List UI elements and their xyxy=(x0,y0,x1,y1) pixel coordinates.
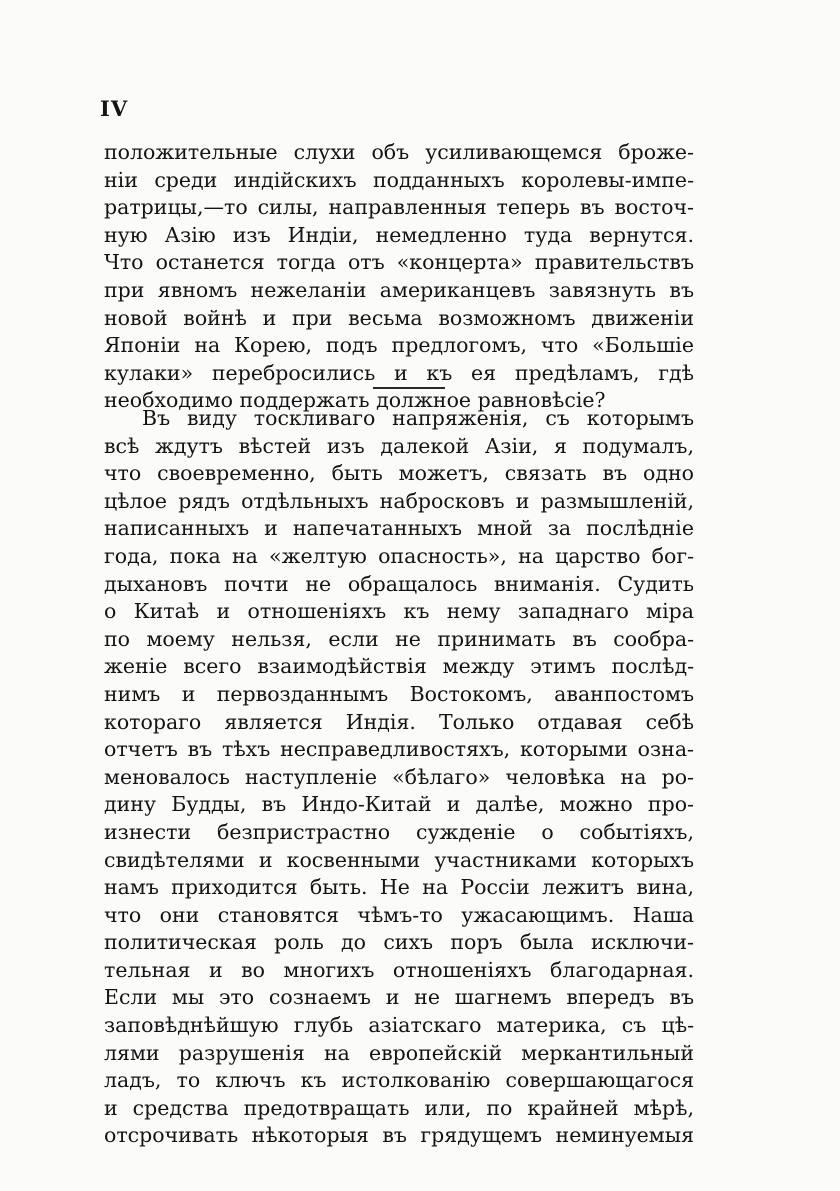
page-number: IV xyxy=(100,96,129,121)
text-line: заповѣднѣйшую глубь азіатскаго материка, съ цѣ- xyxy=(104,1013,694,1038)
text-line: Въ виду тоскливаго напряженія, съ которымъ xyxy=(142,406,694,430)
text-line: ратрицы,—то силы, направленныя теперь въ восточ- xyxy=(104,195,694,220)
text-line: отчетъ въ тѣхъ несправедливостяхъ, которыми озна- xyxy=(104,737,694,762)
text-line: всѣ ждутъ вѣстей изъ далекой Азіи, я подумалъ, xyxy=(104,433,694,458)
text-line: Если мы это сознаемъ и не шагнемъ впередъ въ xyxy=(104,985,694,1010)
text-line: что своевременно, быть можетъ, связать въ одно xyxy=(104,461,694,486)
text-line: тельная и во многихъ отношеніяхъ благодарная. xyxy=(104,957,694,982)
text-line: о Китаѣ и отношеніяхъ къ нему западнаго міра xyxy=(104,599,694,624)
text-line: кулаки» перебросились и къ ея предѣламъ, гдѣ xyxy=(104,360,694,385)
paragraph-main xyxy=(104,405,694,1150)
text-line: лями разрушенія на европейскій меркантильный xyxy=(104,1040,694,1065)
text-line: года, пока на «желтую опасность», на царство бог- xyxy=(104,543,694,568)
text-line: Японіи на Корею, подъ предлогомъ, что «Большіе xyxy=(104,333,694,358)
text-line: дыхановъ почти не обращалось вниманія. Судить xyxy=(104,571,694,596)
text-line: и средства предотвращать или, по крайней мѣрѣ, xyxy=(104,1095,694,1120)
text-line: ніи среди индійскихъ подданныхъ королевы-импе- xyxy=(104,167,694,192)
text-line: ладъ, то ключъ къ истолкованію совершающагося xyxy=(104,1068,694,1093)
text-line: свидѣтелями и косвенными участниками которыхъ xyxy=(104,847,694,872)
text-line: изнести безпристрастно сужденіе о событіяхъ, xyxy=(104,819,694,844)
text-line: по моему нельзя, если не принимать въ сообра- xyxy=(104,626,694,651)
text-line: что они становятся чѣмъ-то ужасающимъ. Наша xyxy=(104,902,694,927)
text-line: написанныхъ и напечатанныхъ мной за послѣдніе xyxy=(104,516,694,541)
text-line: при явномъ нежеланіи американцевъ завязнуть въ xyxy=(104,277,694,302)
section-divider xyxy=(373,387,445,389)
text-line: дину Будды, въ Индо-Китай и далѣе, можно про- xyxy=(104,792,694,817)
text-line: отсрочивать нѣкоторыя въ грядущемъ неминуемыя xyxy=(104,1123,694,1148)
text-line: новой войнѣ и при весьма возможномъ движеніи xyxy=(104,305,694,330)
text-line: меновалось наступленіе «бѣлаго» человѣка на ро- xyxy=(104,764,694,789)
text-line: котораго является Индія. Только отдавая себѣ xyxy=(104,709,694,734)
text-line: ную Азію изъ Индіи, немедленно туда вернутся. xyxy=(104,222,694,247)
text-line: положительные слухи объ усиливающемся броже- xyxy=(104,140,694,164)
text-line: необходимо поддержать должное равновѣсіе? xyxy=(104,388,606,413)
text-line: цѣлое рядъ отдѣльныхъ набросковъ и размышленій, xyxy=(104,488,694,513)
paragraph-continuation xyxy=(104,139,694,415)
text-line: женіе всего взаимодѣйствія между этимъ послѣд- xyxy=(104,654,694,679)
text-line: политическая роль до сихъ поръ была исключи- xyxy=(104,930,694,955)
text-line: нимъ и первозданнымъ Востокомъ, аванпостомъ xyxy=(104,681,694,706)
text-line: Что останется тогда отъ «концерта» правительствъ xyxy=(104,250,694,275)
text-line: намъ приходится быть. Не на Россіи лежитъ вина, xyxy=(104,875,694,900)
